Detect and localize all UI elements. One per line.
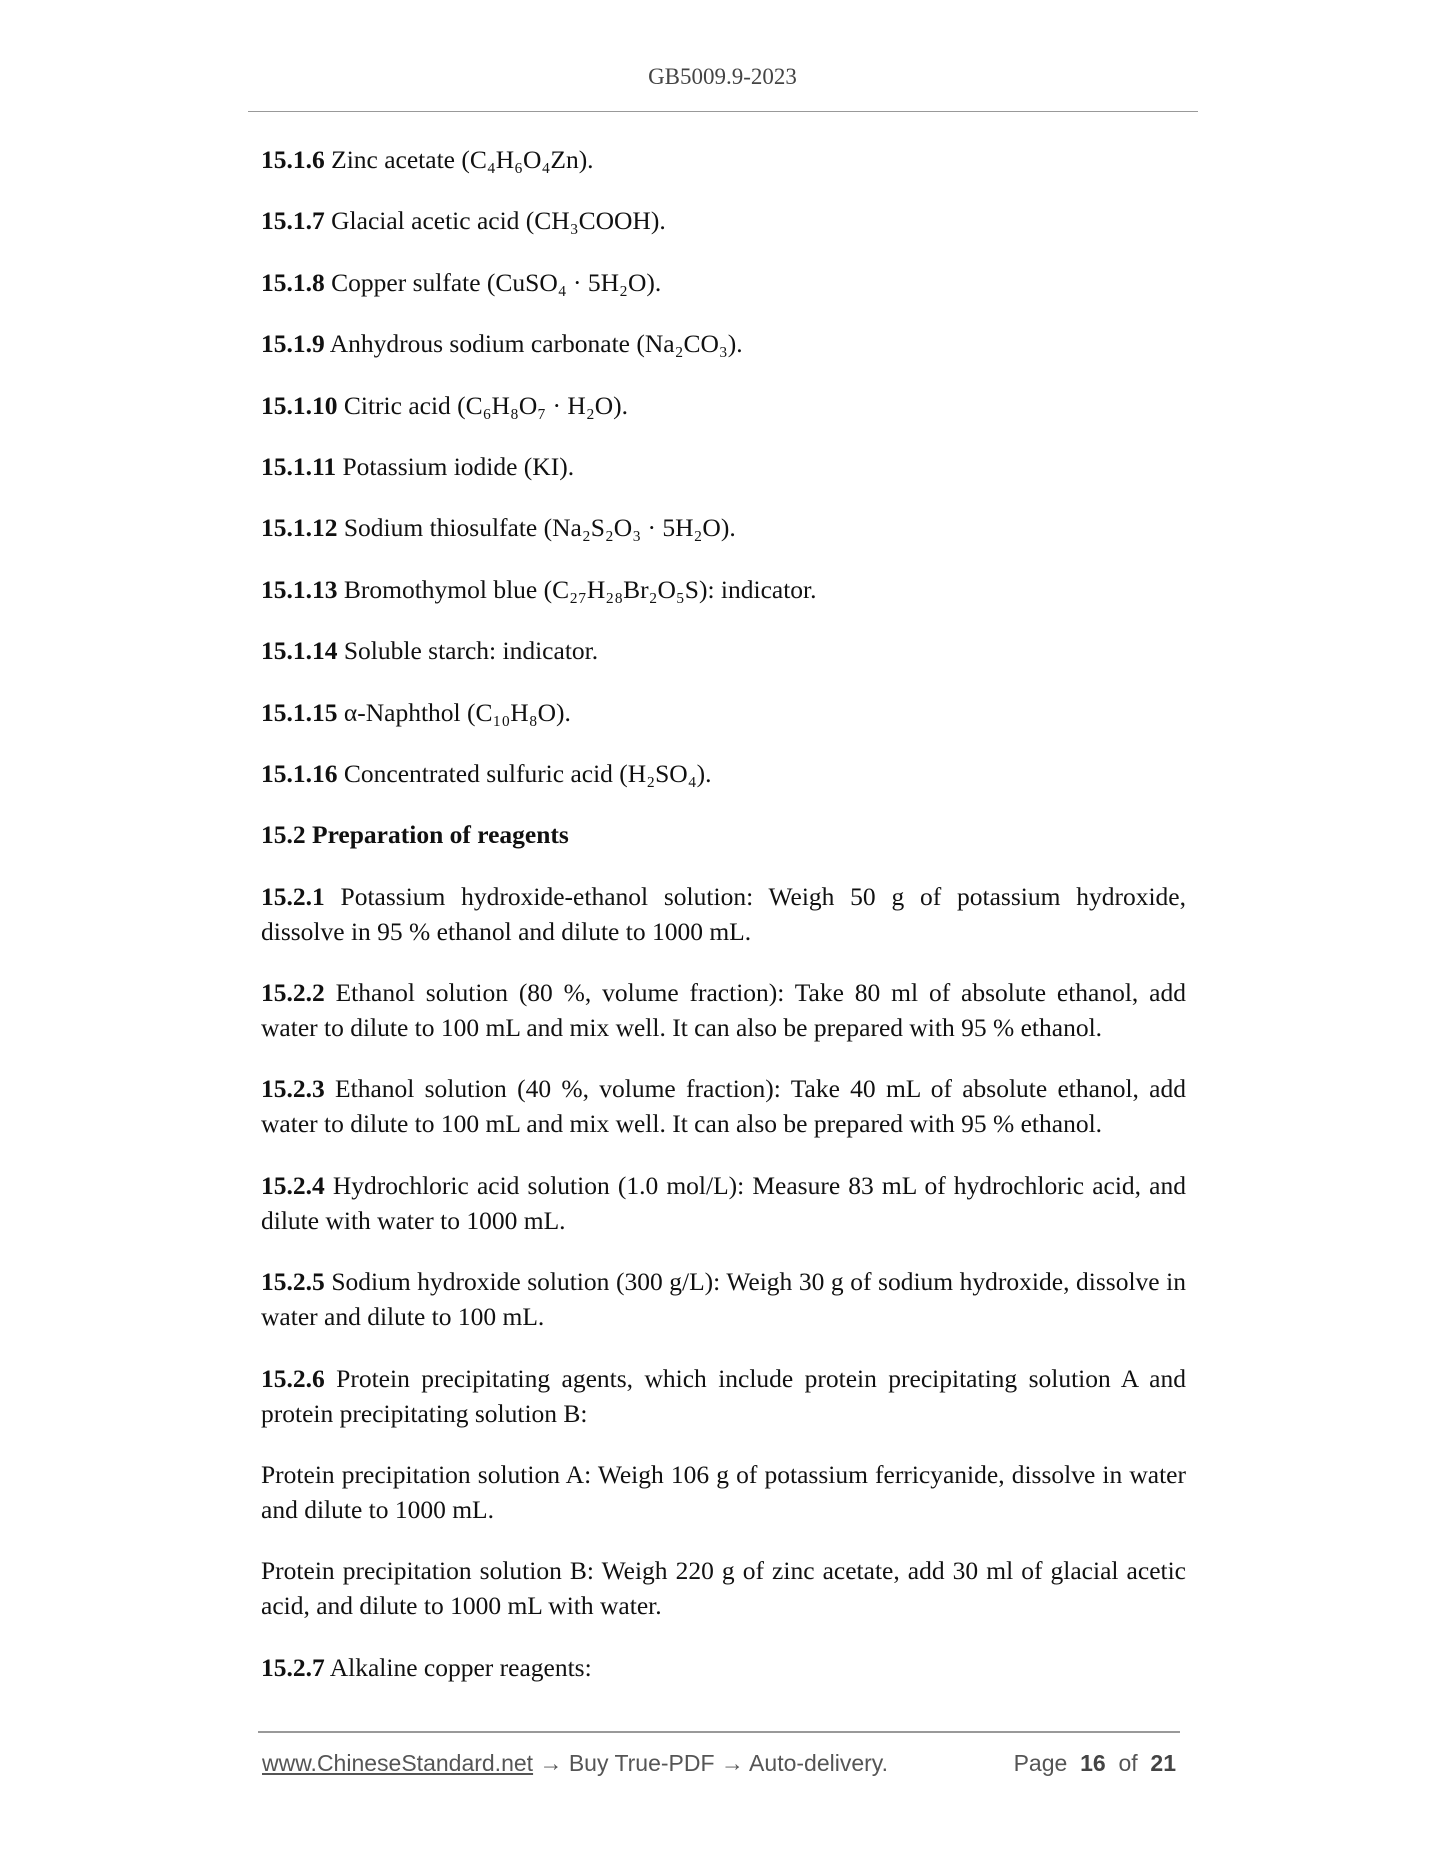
paragraph xyxy=(261,975,1186,1045)
clause-number: 15.2.6 xyxy=(261,1363,325,1393)
paragraph xyxy=(261,449,1186,484)
paragraph xyxy=(261,510,1186,545)
clause-text: Zinc acetate (C₄H₆O₄Zn). xyxy=(331,145,594,174)
clause-text: Potassium iodide (KI). xyxy=(342,451,575,481)
clause-number: 15.2.5 xyxy=(261,1267,325,1297)
paragraph xyxy=(261,388,1186,423)
clause-number: 15.2.3 xyxy=(261,1074,325,1104)
clause-text: Alkaline copper reagents: xyxy=(329,1652,592,1682)
clause-text: Potassium hydroxide-ethanol solution: Weigh 50 g of potassium hydroxide, dissolve in 95 % ethanol and dilute to 1000 mL. xyxy=(261,881,1186,946)
page-footer xyxy=(262,1750,1180,1777)
clause-number: 15.2.2 xyxy=(261,978,325,1008)
paragraph xyxy=(261,1457,1186,1527)
paragraph xyxy=(261,572,1186,607)
clause-text: Bromothymol blue (C₂₇H₂₈Br₂O₅S): indicator. xyxy=(343,574,817,604)
page-current: 16 xyxy=(1080,1750,1106,1776)
paragraph xyxy=(261,265,1186,300)
clause-text: α-Naphthol (C₁₀H₈O). xyxy=(343,697,571,727)
footer-tagline: → Buy True-PDF → Auto-delivery. xyxy=(533,1750,888,1776)
paragraph xyxy=(261,1071,1186,1141)
page-number xyxy=(1014,1750,1176,1777)
paragraph xyxy=(261,695,1186,730)
clause-text: Sodium thiosulfate (Na₂S₂O₃ · 5H₂O). xyxy=(343,513,736,543)
paragraph xyxy=(261,142,1186,177)
paragraph xyxy=(261,817,1186,852)
footer-divider xyxy=(258,1731,1180,1733)
clause-number: 15.1.14 xyxy=(261,636,338,666)
clause-number: 15.2.7 xyxy=(261,1652,325,1682)
clause-number: 15.1.10 xyxy=(261,390,338,420)
paragraph xyxy=(261,1361,1186,1431)
clause-text: Ethanol solution (80 %, volume fraction): Take 80 ml of absolute ethanol, add water to dilute to 100 mL and mix well. It can also be prepared with 95 % ethanol. xyxy=(261,978,1186,1043)
paragraph xyxy=(261,326,1186,361)
clause-number: 15.1.9 xyxy=(261,329,325,359)
clause-number: 15.1.15 xyxy=(261,697,338,727)
clause-number: 15.1.6 xyxy=(261,145,325,174)
footer-left xyxy=(262,1750,888,1777)
clause-number: 15.2.1 xyxy=(261,881,325,911)
paragraph xyxy=(261,1650,1186,1685)
clause-text: Protein precipitation solution B: Weigh 220 g of zinc acetate, add 30 ml of glacial acetic acid, and dilute to 1000 mL with water. xyxy=(261,1556,1186,1621)
clause-number: 15.1.16 xyxy=(261,758,338,788)
clause-number: 15.2 Preparation of reagents xyxy=(261,820,569,850)
clause-text: Concentrated sulfuric acid (H₂SO₄). xyxy=(343,758,712,788)
paragraph xyxy=(261,1553,1186,1623)
paragraph xyxy=(261,1264,1186,1334)
clause-text: Ethanol solution (40 %, volume fraction): Take 40 mL of absolute ethanol, add water to dilute to 100 mL and mix well. It can also be prepared with 95 % ethanol. xyxy=(261,1074,1187,1139)
page-total: 21 xyxy=(1150,1750,1176,1776)
paragraph xyxy=(261,203,1186,238)
paragraph xyxy=(261,1168,1186,1238)
clause-text: Glacial acetic acid (CH₃COOH). xyxy=(331,206,666,236)
clause-text: Copper sulfate (CuSO₄ · 5H₂O). xyxy=(331,267,662,297)
clause-number: 15.2.4 xyxy=(261,1170,325,1200)
document-body xyxy=(261,142,1186,1711)
clause-number: 15.1.8 xyxy=(261,267,325,297)
header-divider xyxy=(248,111,1198,112)
clause-text: Citric acid (C₆H₈O₇ · H₂O). xyxy=(343,390,628,420)
clause-text: Sodium hydroxide solution (300 g/L): Weigh 30 g of sodium hydroxide, dissolve in water and dilute to 100 mL. xyxy=(261,1267,1187,1332)
clause-text: Soluble starch: indicator. xyxy=(343,636,599,666)
paragraph xyxy=(261,879,1186,949)
clause-number: 15.1.7 xyxy=(261,206,325,236)
clause-text: Hydrochloric acid solution (1.0 mol/L): Measure 83 mL of hydrochloric acid, and dilute with water to 1000 mL. xyxy=(261,1170,1186,1235)
clause-number: 15.1.13 xyxy=(261,574,338,604)
clause-text: Anhydrous sodium carbonate (Na₂CO₃). xyxy=(329,329,743,359)
page-label: Page xyxy=(1013,1750,1068,1776)
paragraph xyxy=(261,633,1186,668)
website-link[interactable]: www.ChineseStandard.net xyxy=(262,1750,534,1776)
document-header: GB5009.9-2023 xyxy=(648,64,797,89)
page-of: of xyxy=(1118,1750,1138,1776)
clause-number: 15.1.12 xyxy=(261,513,338,543)
clause-text: Protein precipitating agents, which include protein precipitating solution A and protein precipitating solution B: xyxy=(261,1363,1187,1428)
paragraph xyxy=(261,756,1186,791)
clause-number: 15.1.11 xyxy=(261,451,337,481)
clause-text: Protein precipitation solution A: Weigh 106 g of potassium ferricyanide, dissolve in water and dilute to 1000 mL. xyxy=(261,1460,1186,1525)
